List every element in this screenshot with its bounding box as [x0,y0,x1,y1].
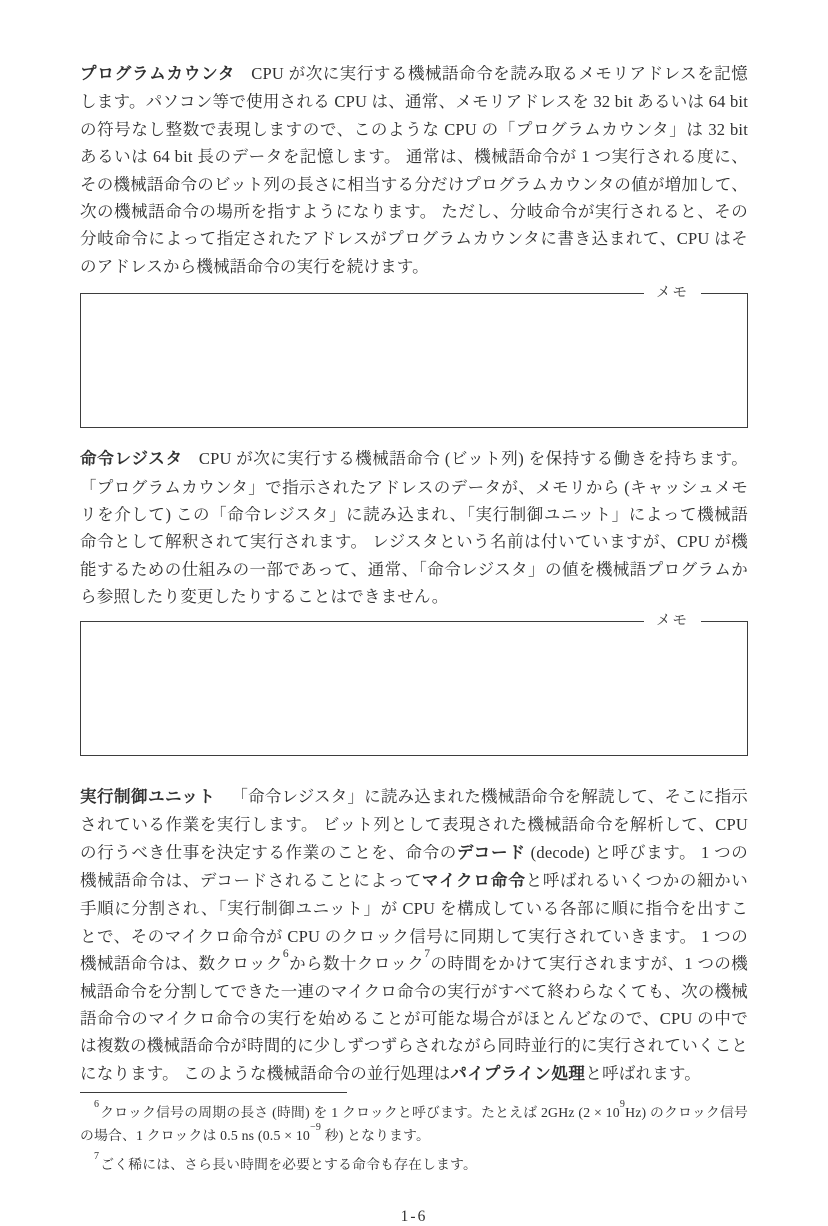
body-run: の時間をかけて実行されますが、1 つの機械語命令を分割してできた一連のマイクロ命令の実行がすべて終わらなくても、次の機械語命令のマイクロ命令の実行を始めることが可能な場合がほとんどなので、CPU の中では複数の機械語命令が時間的に少しずつずらされながら同時並行的に実行されていくことになります。 このような機械語命令の並行処理は [80,954,749,1083]
paragraph-program-counter [80,60,748,280]
footnote-ref-6: 6 [282,948,289,961]
paragraph-execution-control-unit [80,783,748,1088]
memo-box-2 [80,612,748,756]
body-run: から数十クロック [288,954,425,974]
footnote-6-text: Hz) のクロック信号の場合、1 クロックは 0.5 ns (0.5 × 10 [80,1105,748,1144]
footnote-7 [80,1153,748,1176]
term-instruction-register: 命令レジスタ [80,450,183,469]
paragraph-instruction-register [80,445,748,610]
memo-label: メモ [644,612,701,631]
page-number: 1-6 [400,1208,428,1226]
footnote-6-text: クロック信号の周期の長さ (時間) を 1 クロックと呼びます。たとえば 2GHz (2 × 10 [100,1105,620,1121]
body-run: (decode) と呼びます。 1 つの機械語命令は、デコードされることによって [80,842,748,890]
paragraph-instruction-register-text: CPU が次に実行する機械語命令 (ビット列) を保持する働きを持ちます。「プログラムカウンタ」で指示されたアドレスのデータが、メモリから (キャッシュメモリを介して) この「命令レジスタ」に読み込まれ、「実行制御ユニット」によって機械語命令として解釈されて実行されます。 レジスタという名前は付いていますが、CPU が機能するための仕組みの一部であって、通常、「命令レジスタ」の値を機械語プログラムから参照したり変更したりすることはできません。 [80,449,749,607]
term-execution-control-unit: 実行制御ユニット [80,787,216,806]
memo-box-1 [80,285,748,428]
footnote-6 [80,1101,748,1147]
footnote-7-marker: 7 [94,1151,100,1163]
body-run: 「命令レジスタ」に読み込まれた機械語命令を解読して、そこに指示されている作業を実行します。 ビット列として表現された機械語命令を解析して、CPU の行うべき仕事を決定する作業のことを、命令の [80,786,749,862]
body-run: と呼ばれるいくつかの細かい手順に分割され、「実行制御ユニット」が CPU を構成している各部に順に指令を出すことで、そのマイクロ命令が CPU のクロック信号に同期して実行されていきます。 1 つの機械語命令は、数クロック [80,870,748,974]
term-pipeline-processing: パイプライン処理 [450,1064,586,1083]
footnote-7-text: ごく稀には、さら長い時間を必要とする命令も存在します。 [100,1157,478,1173]
body-run: と呼ばれます。 [585,1063,702,1083]
footnote-separator-rule [80,1092,347,1093]
term-decode: デコード [456,843,526,862]
paragraph-program-counter-text: CPU が次に実行する機械語命令を読み取るメモリアドレスを記憶します。パソコン等で使用される CPU は、通常、メモリアドレスを 32 bit あるいは 64 bit の符号なし整数で表現しますので、このような CPU の「プログラムカウンタ」は 32 bit あるいは 64 bit 長のデータを記憶します。 通常は、機械語命令が 1 つ実行される度に、その機械語命令のビット列の長さに相当する分だけプログラムカウンタの値が増加して、次の機械語命令の場所を指すようになります。 ただし、分岐命令が実行されると、その分岐命令によって指定されたアドレスがプログラムカウンタに書き込まれて、CPU はそのアドレスから機械語命令の実行を続けます。 [80,64,748,276]
footnote-6-text: 秒) となります。 [321,1128,431,1144]
footnote-ref-7: 7 [424,948,431,961]
term-micro-instruction: マイクロ命令 [421,871,526,890]
term-program-counter: プログラムカウンタ [80,65,236,83]
footnote-6-marker: 6 [94,1099,100,1111]
exponent: −9 [310,1122,322,1134]
memo-label: メモ [644,284,701,303]
exponent: 9 [619,1099,626,1111]
